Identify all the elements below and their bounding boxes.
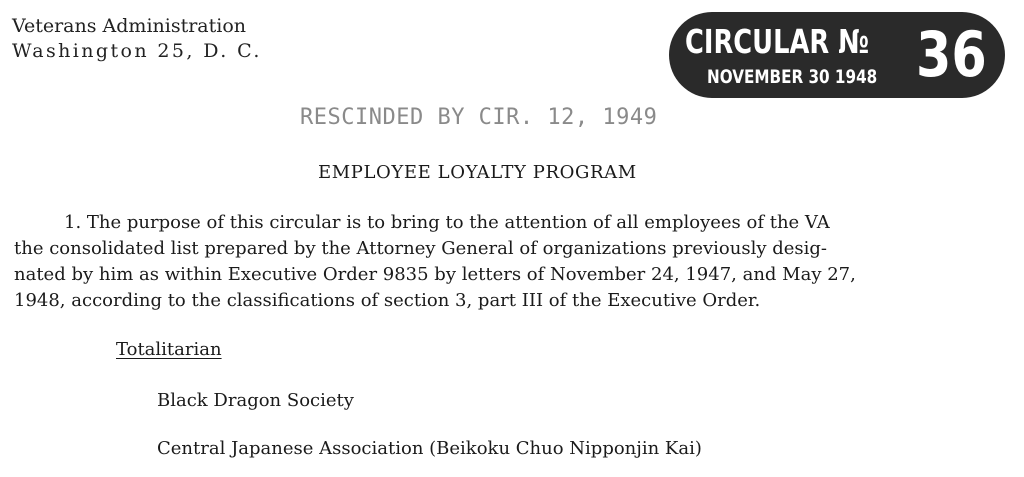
paragraph-line: the consolidated list prepared by the Attorney General of organizations previously desig- (14, 238, 828, 259)
circular-number: 36 (916, 18, 987, 91)
organization-name: Veterans Administration (12, 15, 247, 37)
circular-badge (669, 12, 1005, 98)
paragraph-line: nated by him as within Executive Order 9835 by letters of November 24, 1947, and May 27, (14, 264, 856, 285)
document-heading: EMPLOYEE LOYALTY PROGRAM (318, 162, 637, 183)
paragraph-line: 1948, according to the classifications of section 3, part III of the Executive Order. (14, 290, 761, 311)
issuing-organization (12, 14, 262, 64)
section-title: Totalitarian (116, 339, 222, 360)
organization-list-item: Central Japanese Association (Beikoku Chuo Nipponjin Kai) (157, 438, 702, 459)
paragraph-line: 1. The purpose of this circular is to bring to the attention of all employees of the VA (64, 212, 830, 233)
circular-date: NOVEMBER 30 1948 (707, 66, 878, 88)
circular-title: CIRCULAR № (685, 22, 870, 61)
organization-list-item: Black Dragon Society (157, 390, 354, 411)
organization-address: Washington 25, D. C. (12, 40, 262, 62)
rescinded-stamp: RESCINDED BY CIR. 12, 1949 (300, 105, 658, 130)
paragraph-1 (14, 210, 1004, 314)
